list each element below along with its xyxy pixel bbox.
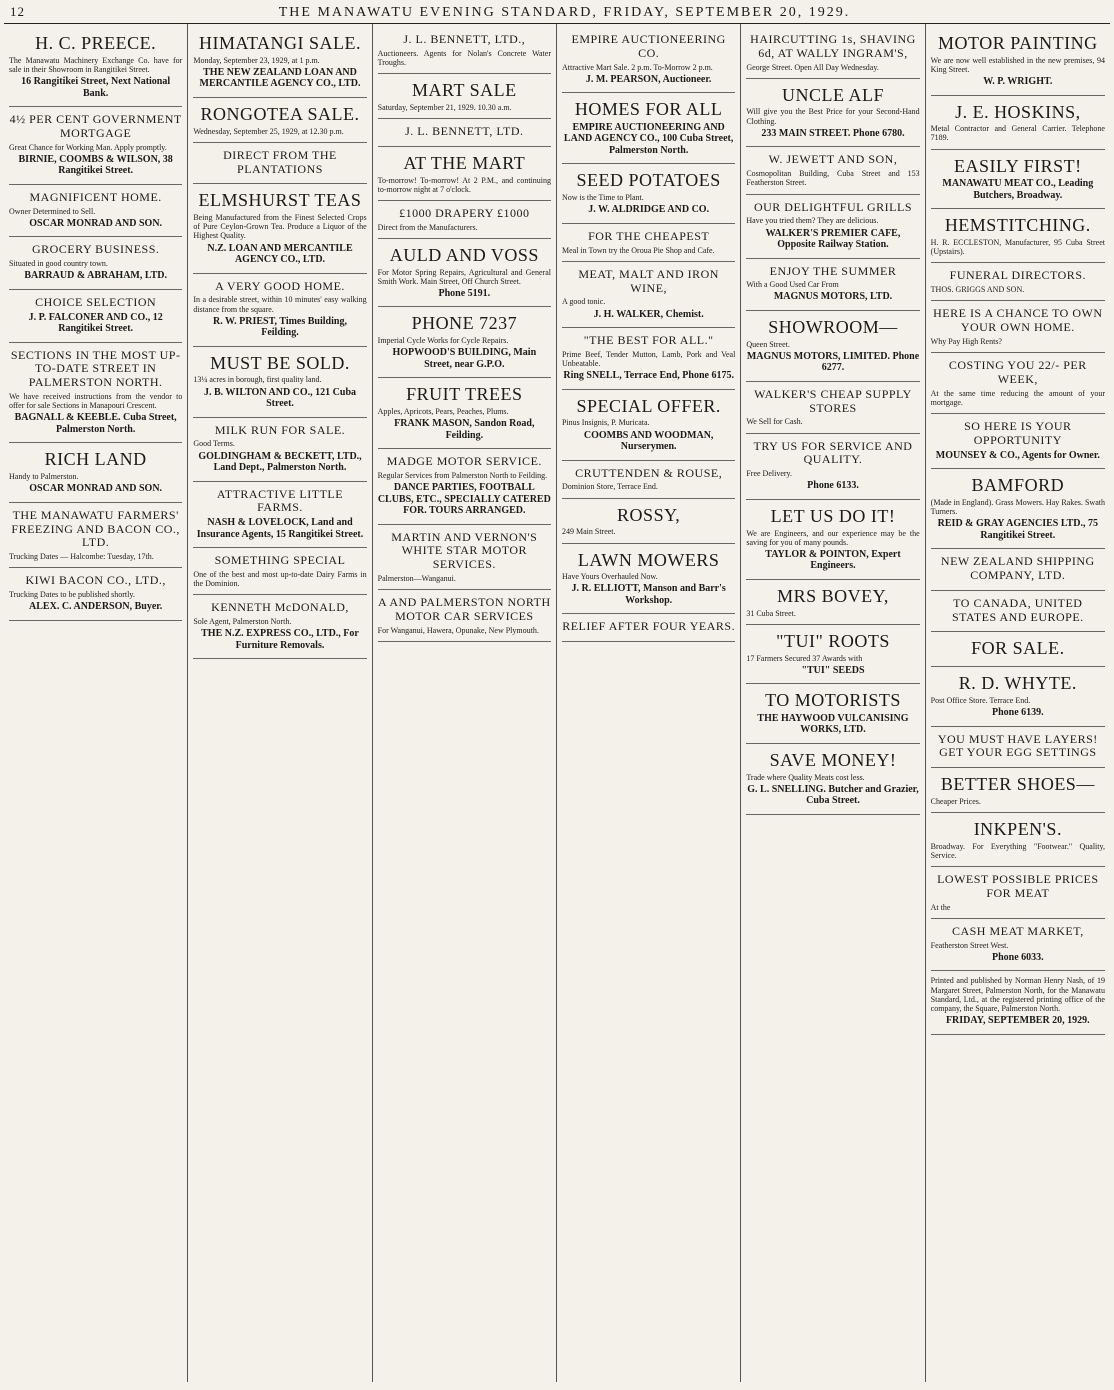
ad-advertiser: J. R. ELLIOTT, Manson and Barr's Workshop.	[571, 583, 726, 606]
ad-headline: H. C. PREECE.	[35, 33, 157, 53]
ad-block	[193, 143, 366, 185]
ad-headline: MRS BOVEY,	[777, 585, 889, 606]
ad-block	[9, 343, 182, 444]
ad-advertiser: N.Z. LOAN AND MERCANTILE AGENCY CO., LTD.	[207, 242, 353, 266]
ad-body: Trucking Dates to be published shortly.	[9, 590, 135, 600]
ad-body: Trucking Dates — Halcombe: Tuesday, 17th.	[9, 552, 154, 562]
ad-headline: W. JEWETT AND SON,	[768, 152, 898, 167]
ad-body: The Manawatu Machinery Exchange Co. have for sale in their Showroom in Rangitikei Street.	[9, 55, 183, 74]
ad-headline: RICH LAND	[44, 449, 147, 470]
ad-block	[378, 590, 551, 642]
ad-headline: FOR SALE.	[971, 638, 1065, 659]
ad-advertiser: 233 MAIN STREET. Phone 6780.	[761, 127, 905, 139]
ad-headline: "THE BEST FOR ALL."	[583, 333, 714, 348]
ad-advertiser: BIRNIE, COOMBS & WILSON, 38 Rangitikei Street.	[18, 153, 173, 177]
ad-block	[193, 595, 366, 659]
ad-block	[378, 307, 551, 378]
ad-block	[931, 768, 1105, 813]
columns	[4, 24, 1110, 1382]
ad-block	[931, 353, 1105, 414]
ad-body: 249 Main Street.	[561, 527, 616, 537]
ad-body: Owner Determined to Sell.	[9, 206, 96, 216]
ad-headline: WALKER'S CHEAP SUPPLY STORES	[754, 386, 912, 415]
ad-body: 31 Cuba Street.	[746, 608, 796, 618]
ad-advertiser: 16 Rangitikei Street, Next National Bank.	[21, 76, 171, 99]
ad-advertiser: ALEX. C. ANDERSON, Buyer.	[29, 601, 163, 613]
ad-body: Situated in good country town.	[9, 259, 108, 269]
ad-headline: SHOWROOM—	[768, 316, 898, 337]
ad-block	[9, 185, 182, 237]
ad-headline: MAGNIFICENT HOME.	[29, 189, 162, 204]
ad-headline: CASH MEAT MARKET,	[951, 923, 1084, 938]
ad-body: 17 Farmers Secured 37 Awards with	[746, 653, 863, 663]
ad-body: Printed and published by Norman Henry Nash, of 19 Margaret Street, Palmerston North, for the Manawatu Standard, Ltd., at the registered printing office of the company, the Square, Palmerston North.	[930, 976, 1105, 1013]
ad-block	[193, 184, 366, 273]
ad-headline: J. L. BENNETT, LTD.	[405, 124, 524, 139]
ad-body: Free Delivery.	[746, 469, 793, 479]
ad-advertiser: DANCE PARTIES, FOOTBALL CLUBS, ETC., SPECIALLY CATERED FOR. TOURS ARRANGED.	[377, 482, 551, 517]
ad-block	[193, 274, 366, 347]
ad-advertiser: MOUNSEY & CO., Agents for Owner.	[935, 449, 1100, 461]
ad-body: Have Yours Overhauled Now.	[561, 572, 658, 582]
ad-block	[562, 27, 735, 93]
ad-block	[931, 150, 1105, 210]
page-number: 12	[10, 4, 25, 19]
ad-block	[562, 328, 735, 390]
ad-block	[378, 27, 551, 74]
ad-advertiser: "TUI" SEEDS	[801, 664, 865, 676]
ad-headline: SAVE MONEY!	[769, 749, 897, 770]
ad-body: One of the best and most up-to-date Dairy Farms in the Dominion.	[193, 570, 367, 589]
ad-block	[931, 632, 1105, 667]
ad-block	[193, 98, 366, 143]
ad-body: We are now well established in the new premises, 94 King Street.	[930, 55, 1105, 74]
ad-block	[931, 414, 1105, 469]
ad-headline: MUST BE SOLD.	[210, 352, 350, 373]
ad-body: Wednesday, September 25, 1929, at 12.30 p.m.	[193, 126, 344, 136]
ad-body: We have received instructions from the vendor to offer for sale Sections in Manapouri Crescent.	[9, 392, 183, 411]
ad-headline: AULD AND VOSS	[389, 244, 539, 265]
ad-headline: NEW ZEALAND SHIPPING COMPANY, LTD.	[940, 554, 1095, 583]
ad-headline: MADGE MOTOR SERVICE.	[386, 454, 542, 469]
ad-block	[746, 500, 919, 580]
ad-body: Being Manufactured from the Finest Selected Crops of Pure Ceylon-Grown Tea. Produce a Liquor of the Highest Quality.	[193, 213, 367, 241]
ad-body: Post Office Store. Terrace End.	[930, 695, 1031, 705]
ad-block	[562, 461, 735, 499]
ad-headline: TO MOTORISTS	[765, 690, 901, 711]
ad-advertiser: WALKER'S PREMIER CAFE, Opposite Railway Station.	[765, 227, 901, 250]
ad-block	[378, 525, 551, 591]
ad-advertiser: MAGNUS MOTORS, LIMITED. Phone 6277.	[746, 350, 920, 374]
ad-advertiser: J. M. PEARSON, Auctioneer.	[585, 73, 712, 85]
ad-headline: CHOICE SELECTION	[35, 294, 157, 309]
ad-block	[378, 147, 551, 201]
ad-block	[931, 469, 1105, 549]
ad-body: Prime Beef, Tender Mutton, Lamb, Pork and Veal Unbeatable.	[561, 349, 736, 369]
ad-block	[931, 263, 1105, 301]
ad-block	[378, 239, 551, 308]
ad-headline: SOMETHING SPECIAL	[214, 553, 346, 568]
ad-advertiser: THE N.Z. EXPRESS CO., LTD., For Furniture Removals.	[201, 628, 359, 651]
ad-block	[562, 499, 735, 544]
ad-block	[562, 93, 735, 164]
masthead	[4, 2, 1110, 24]
ad-advertiser: OSCAR MONRAD AND SON.	[29, 483, 163, 495]
ad-headline: MEAT, MALT AND IRON WINE,	[578, 266, 719, 295]
ad-advertiser: HOPWOOD'S BUILDING, Main Street, near G.P.O.	[392, 347, 537, 370]
ad-block	[9, 443, 182, 502]
ad-body: A good tonic.	[561, 297, 606, 307]
ad-block	[9, 27, 182, 107]
ad-block	[746, 79, 919, 148]
ad-headline: ELMSHURST TEAS	[198, 190, 362, 211]
ad-headline: A VERY GOOD HOME.	[215, 278, 345, 293]
ad-body: Now is the Time to Plant.	[561, 193, 644, 203]
ad-headline: £1000 DRAPERY £1000	[399, 205, 530, 220]
ad-block	[746, 195, 919, 259]
ad-block	[746, 684, 919, 744]
ad-body: Apples, Apricots, Pears, Peaches, Plums.	[377, 407, 509, 417]
ad-advertiser: R. W. PRIEST, Times Building, Feilding.	[213, 315, 347, 339]
ad-block	[931, 301, 1105, 353]
ad-block	[931, 727, 1105, 769]
ad-body: Sole Agent, Palmerston North.	[193, 617, 292, 627]
ad-headline: PHONE 7237	[411, 313, 518, 334]
ad-block	[193, 347, 366, 418]
ad-body: At the same time reducing the amount of your mortgage.	[930, 388, 1105, 407]
ad-headline: 4½ PER CENT GOVERNMENT MORTGAGE	[9, 112, 182, 140]
ad-advertiser: Phone 6033.	[991, 951, 1044, 963]
ad-body: Pinus Insignis, P. Muricata.	[561, 418, 650, 428]
ad-body: We are Engineers, and our experience may be the saving for you of many pounds.	[746, 528, 920, 547]
ad-advertiser: W. P. WRIGHT.	[983, 76, 1053, 88]
newspaper-page	[4, 2, 1110, 1386]
ad-headline: HEMSTITCHING.	[944, 215, 1091, 236]
ad-block	[746, 311, 919, 382]
ad-body: Featherston Street West.	[930, 940, 1009, 950]
ad-body: Handy to Palmerston.	[9, 472, 79, 482]
ad-block	[562, 614, 735, 642]
ad-body: Trade where Quality Meats cost less.	[746, 772, 865, 782]
ad-advertiser: REID & GRAY AGENCIES LTD., 75 Rangitikei Street.	[937, 518, 1098, 541]
column-2	[188, 24, 372, 1382]
ad-block	[9, 503, 182, 569]
ad-headline: SEED POTATOES	[576, 170, 721, 191]
ad-advertiser: J. W. ALDRIDGE AND CO.	[588, 204, 710, 216]
ad-headline: HAIRCUTTING 1s, SHAVING 6d, AT WALLY INGRAM'S,	[750, 32, 916, 60]
ad-body: We Sell for Cash.	[746, 417, 803, 427]
column-6	[926, 24, 1110, 1382]
ad-block	[378, 119, 551, 147]
ad-block	[9, 107, 182, 185]
ad-advertiser: THE NEW ZEALAND LOAN AND MERCANTILE AGENCY CO., LTD.	[199, 66, 361, 90]
ad-block	[931, 591, 1105, 633]
ad-headline: BAMFORD	[971, 475, 1065, 496]
ad-body: For Motor Spring Repairs, Agricultural and General Smith Work. Main Street, Off Church Street.	[377, 267, 551, 286]
ad-body: In a desirable street, within 10 minutes' easy walking distance from the square.	[193, 295, 367, 314]
ad-block	[931, 971, 1105, 1034]
ad-advertiser: MANAWATU MEAT CO., Leading Butchers, Broadway.	[942, 178, 1094, 201]
ad-body: 13¼ acres in borough, first quality land.	[193, 375, 322, 385]
ad-block	[9, 290, 182, 343]
ad-body: Regular Services from Palmerston North to Feilding.	[377, 471, 548, 480]
ad-body: Palmerston—Wanganui.	[377, 574, 456, 584]
ad-headline: R. D. WHYTE.	[958, 673, 1077, 694]
ad-headline: THE MANAWATU FARMERS' FREEZING AND BACON CO., LTD.	[11, 507, 180, 550]
ad-block	[746, 382, 919, 434]
ad-body: Great Chance for Working Man. Apply promptly.	[9, 142, 167, 152]
ad-block	[746, 625, 919, 684]
ad-advertiser: BAGNALL & KEEBLE. Cuba Street, Palmerston North.	[14, 412, 177, 435]
ad-advertiser: Phone 6139.	[991, 707, 1044, 719]
ad-headline: HIMATANGI SALE.	[198, 33, 362, 53]
ad-headline: RONGOTEA SALE.	[200, 103, 360, 124]
ad-block	[931, 813, 1105, 867]
ad-block	[9, 237, 182, 289]
ad-headline: TO CANADA, UNITED STATES AND EUROPE.	[951, 595, 1084, 624]
ad-body: Monday, September 23, 1929, at 1 p.m.	[193, 55, 320, 65]
ad-headline: BETTER SHOES—	[940, 774, 1095, 795]
ad-advertiser: NASH & LOVELOCK, Land and Insurance Agents, 15 Rangitikei Street.	[196, 517, 364, 540]
ad-advertiser: OSCAR MONRAD AND SON.	[29, 217, 163, 229]
ad-body: Direct from the Manufacturers.	[377, 222, 478, 232]
ad-advertiser: BARRAUD & ABRAHAM, LTD.	[24, 270, 168, 282]
ad-block	[562, 164, 735, 223]
ad-headline: SPECIAL OFFER.	[576, 395, 721, 416]
ad-headline: YOU MUST HAVE LAYERS! GET YOUR EGG SETTINGS	[937, 731, 1098, 760]
ad-advertiser: COOMBS AND WOODMAN, Nurserymen.	[583, 429, 714, 453]
ad-advertiser: J. B. WILTON AND CO., 121 Cuba Street.	[203, 386, 357, 410]
ad-headline: MILK RUN FOR SALE.	[214, 422, 346, 437]
ad-block	[746, 27, 919, 79]
ad-headline: LOWEST POSSIBLE PRICES FOR MEAT	[937, 872, 1099, 900]
ad-block	[193, 482, 366, 549]
ad-advertiser: J. P. FALCONER AND CO., 12 Rangitikei Street.	[28, 311, 163, 335]
ad-headline: MOTOR PAINTING	[938, 33, 1098, 53]
ad-headline: KIWI BACON CO., LTD.,	[25, 573, 166, 588]
ad-advertiser: Phone 5191.	[438, 287, 491, 299]
ad-advertiser: Ring SNELL, Terrace End, Phone 6175.	[563, 370, 734, 382]
ad-advertiser: G. L. SNELLING. Butcher and Grazier, Cuba Street.	[747, 783, 919, 807]
ad-body: Dominion Store, Terrace End.	[561, 482, 658, 492]
ad-headline: J. E. HOSKINS,	[955, 101, 1081, 122]
ad-block	[931, 919, 1105, 971]
ad-body: Saturday, September 21, 1929. 10.30 a.m.	[377, 102, 512, 112]
ad-block	[931, 27, 1105, 96]
ad-block	[193, 418, 366, 482]
ad-block	[746, 744, 919, 815]
ad-body: For Wanganui, Hawera, Opunake, New Plymouth.	[377, 625, 539, 635]
ad-headline: A AND PALMERSTON NORTH MOTOR CAR SERVICES	[377, 595, 551, 624]
ad-advertiser: Phone 6133.	[807, 480, 859, 492]
ad-block	[378, 449, 551, 524]
ad-headline: HOMES FOR ALL	[574, 99, 723, 120]
ad-body: THOS. GRIGGS AND SON.	[930, 285, 1025, 295]
ad-body: Good Terms.	[193, 439, 235, 449]
column-1	[4, 24, 188, 1382]
ad-headline: EASILY FIRST!	[954, 155, 1082, 176]
ad-headline: INKPEN'S.	[973, 818, 1062, 839]
column-3	[373, 24, 557, 1382]
ad-body: Will give you the Best Price for your Second-Hand Clothing.	[746, 107, 920, 126]
ad-headline: KENNETH McDONALD,	[211, 600, 349, 615]
ad-headline: AT THE MART	[403, 152, 526, 173]
ad-block	[378, 201, 551, 239]
ad-body: With a Good Used Car From	[746, 280, 839, 290]
ad-headline: MART SALE	[412, 80, 517, 101]
ad-block	[746, 434, 919, 500]
ad-block	[193, 548, 366, 595]
ad-headline: CRUTTENDEN & ROUSE,	[575, 465, 723, 480]
ad-headline: "TUI" ROOTS	[776, 630, 890, 651]
ad-headline: ENJOY THE SUMMER	[769, 263, 897, 278]
ad-block	[378, 378, 551, 449]
ad-advertiser: J. H. WALKER, Chemist.	[593, 308, 704, 320]
ad-block	[931, 549, 1105, 591]
ad-body: Auctioneers. Agents for Nolan's Concrete Water Troughs.	[377, 48, 551, 67]
ad-body: Attractive Mart Sale. 2 p.m. To-Morrow 2 p.m.	[561, 62, 713, 72]
ad-block	[931, 667, 1105, 726]
ad-body: Have you tried them? They are delicious.	[746, 216, 879, 226]
column-4	[557, 24, 741, 1382]
ad-body: George Street. Open All Day Wednesday.	[746, 62, 879, 72]
ad-block	[562, 262, 735, 328]
ad-block	[562, 544, 735, 615]
ad-headline: OUR DELIGHTFUL GRILLS	[753, 199, 913, 214]
ad-body: H. R. ECCLESTON, Manufacturer, 95 Cuba Street (Upstairs).	[930, 238, 1105, 257]
ad-body: Imperial Cycle Works for Cycle Repairs.	[377, 336, 509, 346]
ad-block	[931, 867, 1105, 919]
ad-headline: SO HERE IS YOUR OPPORTUNITY	[964, 419, 1072, 447]
ad-body: At the	[930, 902, 951, 912]
ad-block	[746, 147, 919, 194]
ad-advertiser: MAGNUS MOTORS, LTD.	[773, 291, 893, 303]
ad-headline: TRY US FOR SERVICE AND QUALITY.	[753, 438, 913, 467]
ad-headline: FUNERAL DIRECTORS.	[949, 268, 1086, 283]
ad-block	[562, 390, 735, 461]
ad-headline: COSTING YOU 22/- PER WEEK,	[948, 358, 1087, 386]
ad-advertiser: THE HAYWOOD VULCANISING WORKS, LTD.	[757, 712, 909, 736]
ad-advertiser: FRANK MASON, Sandon Road, Feilding.	[394, 418, 535, 441]
ad-headline: HERE IS A CHANCE TO OWN YOUR OWN HOME.	[933, 306, 1103, 335]
ad-headline: MARTIN AND VERNON'S WHITE STAR MOTOR SERVICES.	[391, 529, 538, 572]
ad-body: Broadway. For Everything "Footwear." Quality, Service.	[930, 841, 1105, 860]
ad-block	[746, 580, 919, 625]
ad-headline: FRUIT TREES	[406, 384, 523, 405]
ad-body: Meal in Town try the Oroua Pie Shop and Cafe.	[561, 245, 715, 255]
ad-block	[931, 96, 1105, 150]
ad-headline: EMPIRE AUCTIONEERING CO.	[571, 32, 726, 60]
ad-advertiser: GOLDINGHAM & BECKETT, LTD., Land Dept., Palmerston North.	[198, 450, 362, 474]
ad-headline: ROSSY,	[617, 504, 681, 525]
ad-headline: GROCERY BUSINESS.	[31, 242, 160, 257]
ad-body: Cheaper Prices.	[930, 796, 981, 806]
ad-headline: FOR THE CHEAPEST	[588, 228, 710, 243]
ad-advertiser: TAYLOR & POINTON, Expert Engineers.	[765, 548, 901, 572]
ad-block	[378, 74, 551, 119]
ad-headline: J. L. BENNETT, LTD.,	[403, 32, 526, 46]
column-5	[741, 24, 925, 1382]
ad-headline: ATTRACTIVE LITTLE FARMS.	[216, 486, 344, 515]
ad-headline: LET US DO IT!	[770, 505, 896, 526]
ad-block	[931, 209, 1105, 263]
ad-body: Metal Contractor and General Carrier. Telephone 7189.	[930, 124, 1105, 143]
ad-body: To-morrow! To-morrow! At 2 P.M., and continuing to-morrow night at 7 o'clock.	[377, 175, 551, 194]
ad-body: (Made in England). Grass Mowers. Hay Rakes. Swath Turners.	[930, 497, 1105, 517]
ad-headline: SECTIONS IN THE MOST UP-TO-DATE STREET IN PALMERSTON NORTH.	[10, 347, 181, 390]
ad-headline: UNCLE ALF	[781, 84, 884, 105]
ad-body: Cosmopolitan Building, Cuba Street and 153 Featherston Street.	[746, 169, 920, 188]
masthead-title: THE MANAWATU EVENING STANDARD, FRIDAY, SEPTEMBER 20, 1929.	[278, 5, 851, 20]
ad-advertiser: FRIDAY, SEPTEMBER 20, 1929.	[945, 1015, 1090, 1027]
ad-block	[746, 259, 919, 311]
ad-body: Queen Street.	[746, 339, 790, 349]
ad-block	[562, 224, 735, 262]
ad-body: Why Pay High Rents?	[930, 336, 1002, 346]
ad-headline: DIRECT FROM THE PLANTATIONS	[223, 147, 337, 176]
ad-block	[193, 27, 366, 98]
ad-advertiser: EMPIRE AUCTIONEERING AND LAND AGENCY CO., 100 Cuba Street, Palmerston North.	[563, 121, 734, 156]
ad-block	[9, 568, 182, 620]
ad-headline: RELIEF AFTER FOUR YEARS.	[562, 619, 736, 634]
ad-headline: LAWN MOWERS	[577, 549, 720, 570]
